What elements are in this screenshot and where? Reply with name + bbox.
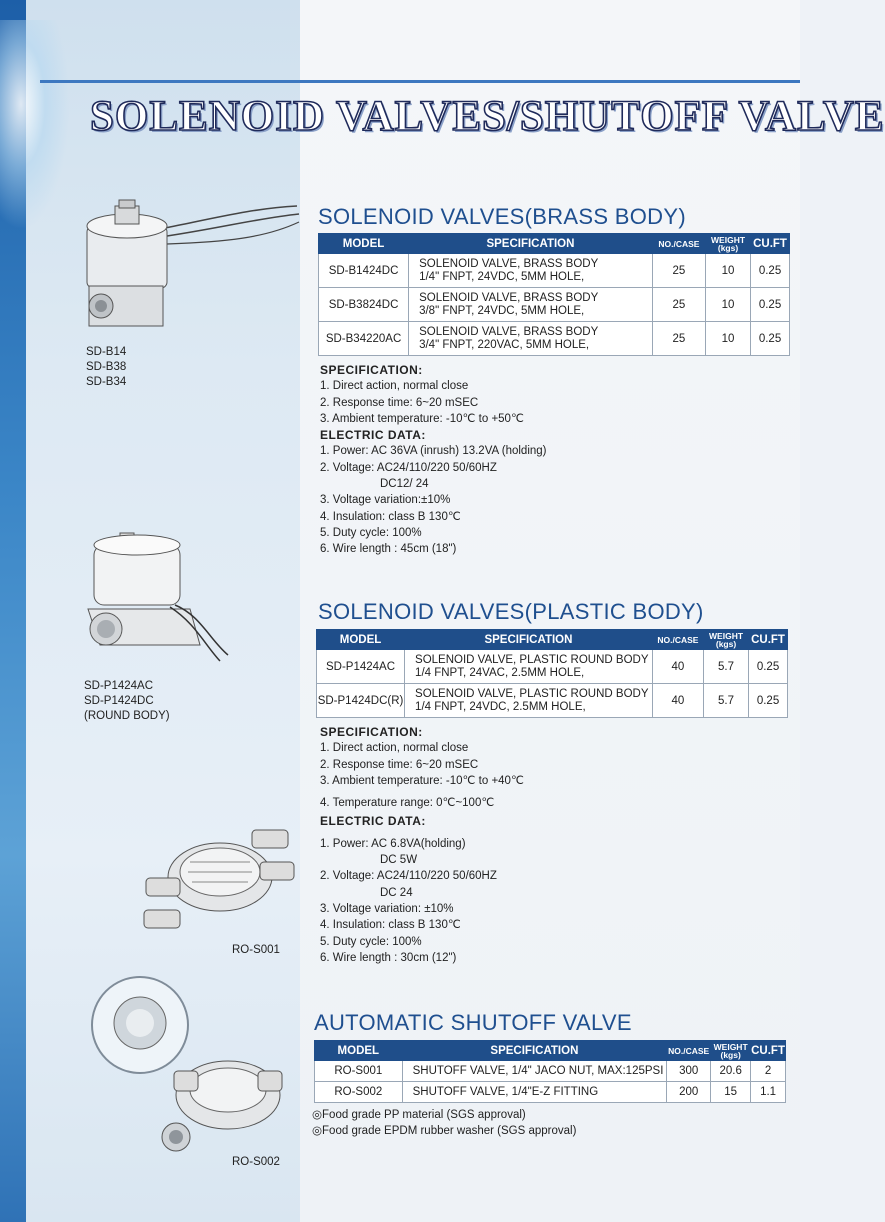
electric-item: 6. Wire length : 30cm (12") bbox=[320, 951, 457, 964]
cell-case: 25 bbox=[652, 254, 705, 288]
spec-line: 3/4" FNPT, 220VAC, 5MM HOLE, bbox=[419, 338, 590, 351]
spec-line: 1/4 FNPT, 24VAC, 2.5MM HOLE, bbox=[415, 666, 585, 679]
cell-weight: 10 bbox=[706, 254, 751, 288]
caption-line: SD-B38 bbox=[86, 361, 127, 373]
col-specification: SPECIFICATION bbox=[409, 234, 653, 254]
cell-cuft: 0.25 bbox=[751, 254, 790, 288]
col-cuft: CU.FT bbox=[751, 1041, 786, 1061]
cell-spec bbox=[405, 684, 653, 718]
cell-spec: SHUTOFF VALVE, 1/4" JACO NUT, MAX:125PSI bbox=[402, 1061, 667, 1082]
water-splash-graphic bbox=[0, 20, 70, 230]
cell-model: SD-B1424DC bbox=[319, 254, 409, 288]
spec-item: 1. Direct action, normal close bbox=[320, 380, 469, 393]
plastic-captions bbox=[84, 679, 170, 724]
cell-spec: SHUTOFF VALVE, 1/4"E-Z FITTING bbox=[402, 1082, 667, 1103]
electric-item: 4. Insulation: class B 130℃ bbox=[320, 510, 461, 523]
page-title: SOLENOID VALVES/SHUTOFF VALVE bbox=[90, 93, 885, 140]
cell-spec bbox=[409, 322, 653, 356]
cell-case: 200 bbox=[667, 1082, 711, 1103]
table-row bbox=[317, 684, 788, 718]
plastic-table bbox=[316, 629, 788, 718]
electric-item: DC 24 bbox=[380, 886, 413, 899]
spec-line: SOLENOID VALVE, BRASS BODY bbox=[419, 291, 599, 304]
electric-item: 2. Voltage: AC24/110/220 50/60HZ bbox=[320, 870, 497, 883]
spec-line: SOLENOID VALVE, BRASS BODY bbox=[419, 257, 599, 270]
cell-weight: 20.6 bbox=[711, 1061, 751, 1082]
brass-section-title: SOLENOID VALVES(BRASS BODY) bbox=[318, 204, 686, 229]
table-row bbox=[315, 1082, 786, 1103]
specification-heading: SPECIFICATION: bbox=[320, 363, 423, 377]
col-weight: WEIGHT (kgs) bbox=[704, 630, 749, 650]
cell-model: RO-S002 bbox=[315, 1082, 403, 1103]
spec-item: 2. Response time: 6~20 mSEC bbox=[320, 758, 479, 771]
electric-item: 3. Voltage variation: ±10% bbox=[320, 902, 454, 915]
electric-heading: ELECTRIC DATA: bbox=[320, 428, 426, 443]
cell-case: 25 bbox=[652, 322, 705, 356]
brass-table bbox=[318, 233, 790, 356]
spec-line: SOLENOID VALVE, PLASTIC ROUND BODY bbox=[415, 653, 649, 666]
plastic-specification-block bbox=[320, 724, 524, 966]
spec-item: 2. Response time: 6~20 mSEC bbox=[320, 396, 479, 409]
caption-ro-s001: RO-S001 bbox=[232, 944, 280, 956]
cell-case: 40 bbox=[652, 650, 703, 684]
ro-s001-image bbox=[140, 822, 300, 942]
note-line: ◎Food grade EPDM rubber washer (SGS approval) bbox=[312, 1125, 577, 1137]
note-line: ◎Food grade PP material (SGS approval) bbox=[312, 1109, 526, 1121]
specification-heading: SPECIFICATION: bbox=[320, 725, 423, 739]
shutoff-table bbox=[314, 1040, 786, 1103]
col-weight: WEIGHT (kgs) bbox=[711, 1041, 751, 1061]
electric-item: 6. Wire length : 45cm (18") bbox=[320, 543, 457, 556]
spec-line: 1/4" FNPT, 24VDC, 5MM HOLE, bbox=[419, 270, 585, 283]
cell-weight: 5.7 bbox=[704, 650, 749, 684]
table-row bbox=[317, 650, 788, 684]
table-row bbox=[319, 288, 790, 322]
electric-item: 5. Duty cycle: 100% bbox=[320, 526, 422, 539]
cell-cuft: 0.25 bbox=[749, 650, 788, 684]
table-header-row bbox=[317, 630, 788, 650]
cell-case: 25 bbox=[652, 288, 705, 322]
electric-item: 3. Voltage variation:±10% bbox=[320, 494, 451, 507]
cell-spec bbox=[405, 650, 653, 684]
table-row bbox=[315, 1061, 786, 1082]
brass-specification-block bbox=[320, 362, 547, 558]
ro-s002-image bbox=[78, 975, 298, 1155]
cell-cuft: 2 bbox=[751, 1061, 786, 1082]
cell-spec bbox=[409, 254, 653, 288]
cell-cuft: 1.1 bbox=[751, 1082, 786, 1103]
electric-item: 1. Power: AC 6.8VA(holding) bbox=[320, 837, 466, 850]
col-no-case: NO./CASE bbox=[652, 630, 703, 650]
col-model: MODEL bbox=[315, 1041, 403, 1061]
spec-line: 1/4 FNPT, 24VDC, 2.5MM HOLE, bbox=[415, 700, 586, 713]
col-no-case: NO./CASE bbox=[667, 1041, 711, 1061]
electric-item: 1. Power: AC 36VA (inrush) 13.2VA (holding) bbox=[320, 445, 547, 458]
table-header-row bbox=[319, 234, 790, 254]
col-no-case: NO./CASE bbox=[652, 234, 705, 254]
cell-cuft: 0.25 bbox=[751, 288, 790, 322]
plastic-valve-image bbox=[80, 525, 240, 675]
cell-model: SD-P1424DC(R) bbox=[317, 684, 405, 718]
spec-item: 1. Direct action, normal close bbox=[320, 742, 469, 755]
food-grade-notes bbox=[312, 1107, 576, 1139]
col-cuft: CU.FT bbox=[751, 234, 790, 254]
spec-item: 4. Temperature range: 0℃~100℃ bbox=[320, 797, 495, 810]
plastic-section-title: SOLENOID VALVES(PLASTIC BODY) bbox=[318, 599, 704, 624]
cell-weight: 10 bbox=[706, 322, 751, 356]
spec-line: SOLENOID VALVE, BRASS BODY bbox=[419, 325, 599, 338]
cell-case: 300 bbox=[667, 1061, 711, 1082]
col-specification: SPECIFICATION bbox=[402, 1041, 667, 1061]
cell-weight: 15 bbox=[711, 1082, 751, 1103]
shutoff-section-title: AUTOMATIC SHUTOFF VALVE bbox=[314, 1010, 632, 1035]
electric-item: 5. Duty cycle: 100% bbox=[320, 935, 422, 948]
caption-line: (ROUND BODY) bbox=[84, 710, 170, 722]
table-header-row bbox=[315, 1041, 786, 1061]
cell-model: SD-B3824DC bbox=[319, 288, 409, 322]
electric-item: 2. Voltage: AC24/110/220 50/60HZ bbox=[320, 461, 497, 474]
caption-line: SD-P1424AC bbox=[84, 680, 154, 692]
caption-line: SD-B34 bbox=[86, 376, 127, 388]
electric-heading: ELECTRIC DATA: bbox=[320, 814, 426, 829]
spec-item: 3. Ambient temperature: -10℃ to +50℃ bbox=[320, 412, 524, 425]
cell-case: 40 bbox=[652, 684, 703, 718]
col-specification: SPECIFICATION bbox=[405, 630, 653, 650]
header-rule bbox=[40, 80, 800, 83]
cell-spec bbox=[409, 288, 653, 322]
spec-line: 3/8" FNPT, 24VDC, 5MM HOLE, bbox=[419, 304, 585, 317]
electric-item: DC 5W bbox=[380, 854, 418, 867]
col-model: MODEL bbox=[319, 234, 409, 254]
col-model: MODEL bbox=[317, 630, 405, 650]
col-cuft: CU.FT bbox=[749, 630, 788, 650]
cell-cuft: 0.25 bbox=[749, 684, 788, 718]
cell-model: SD-P1424AC bbox=[317, 650, 405, 684]
caption-line: SD-B14 bbox=[86, 346, 127, 358]
cell-weight: 5.7 bbox=[704, 684, 749, 718]
table-row bbox=[319, 322, 790, 356]
cell-model: SD-B34220AC bbox=[319, 322, 409, 356]
caption-ro-s002: RO-S002 bbox=[232, 1156, 280, 1168]
cell-weight: 10 bbox=[706, 288, 751, 322]
brass-captions bbox=[86, 345, 126, 390]
cell-model: RO-S001 bbox=[315, 1061, 403, 1082]
table-row bbox=[319, 254, 790, 288]
caption-line: SD-P1424DC bbox=[84, 695, 154, 707]
spec-line: SOLENOID VALVE, PLASTIC ROUND BODY bbox=[415, 687, 649, 700]
electric-item: DC12/ 24 bbox=[380, 478, 429, 491]
spec-item: 3. Ambient temperature: -10℃ to +40℃ bbox=[320, 774, 524, 787]
cell-cuft: 0.25 bbox=[751, 322, 790, 356]
col-weight: WEIGHT (kgs) bbox=[706, 234, 751, 254]
brass-valve-image bbox=[75, 198, 305, 338]
electric-item: 4. Insulation: class B 130℃ bbox=[320, 919, 461, 932]
